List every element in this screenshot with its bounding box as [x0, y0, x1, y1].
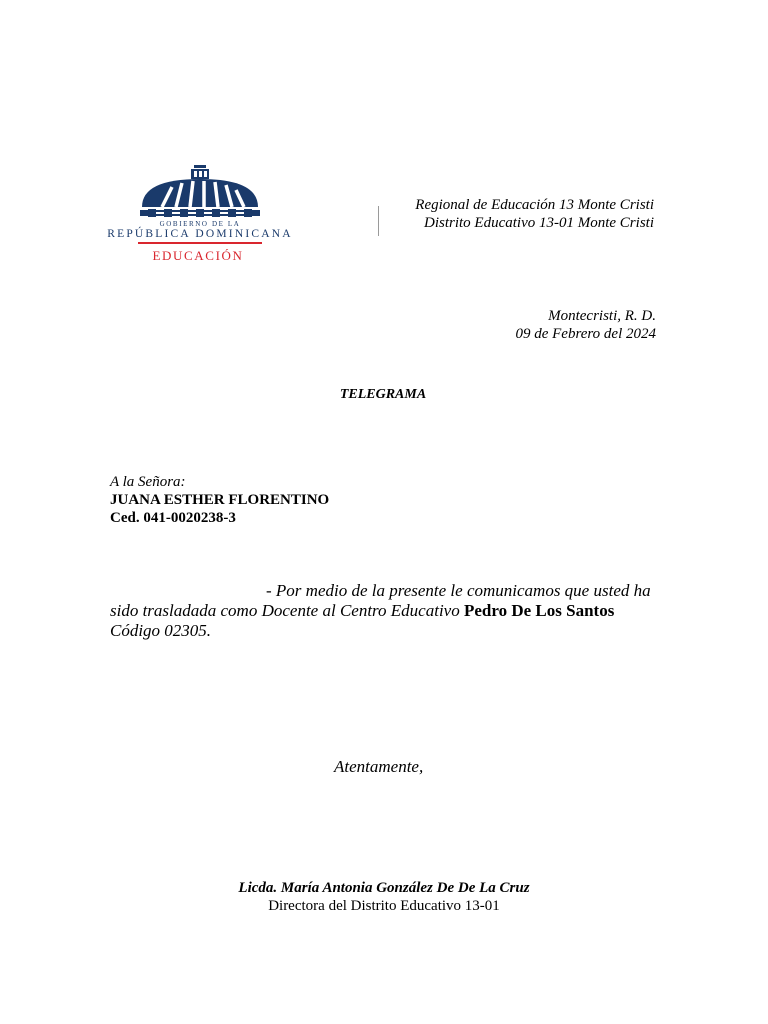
place-text: Montecristi, R. D. [548, 308, 656, 324]
document-title: TELEGRAMA [339, 387, 427, 402]
signatory-position: Directora del Distrito Educativo 13-01 [268, 898, 500, 914]
place-date-block [440, 307, 656, 343]
institution-header [392, 196, 654, 232]
district-name: Distrito Educativo 13-01 Monte Cristi [424, 215, 654, 231]
closing-text: Atentamente, [334, 757, 424, 776]
signatory-name: Licda. María Antonia González De De La Cruz [238, 880, 530, 896]
recipient-salutation: A la Señora: [110, 474, 186, 490]
recipient-block [110, 473, 430, 527]
logo-text-republic: REPÚBLICA DOMINICANA [107, 228, 293, 240]
recipient-name: JUANA ESTHER FLORENTINO [110, 492, 330, 508]
body-part-1: - Por medio de la presente le comunicamos que usted ha sido trasladada como Docente al Centro Educativo [110, 581, 651, 620]
government-logo [66, 163, 336, 265]
body-part-2: Código 02305. [110, 621, 212, 640]
regional-name: Regional de Educación 13 Monte Cristi [415, 197, 654, 213]
logo-text-education: EDUCACIÓN [152, 248, 244, 263]
logo-text-government: GOBIERNO DE LA [159, 220, 241, 228]
signature-block [180, 879, 588, 915]
recipient-id: Ced. 041-0020238-3 [110, 510, 236, 526]
school-name: Pedro De Los Santos [463, 601, 615, 620]
letter-body [110, 581, 658, 641]
dome-emblem-icon [66, 163, 336, 265]
header-divider [378, 206, 379, 236]
date-text: 09 de Febrero del 2024 [515, 326, 656, 342]
